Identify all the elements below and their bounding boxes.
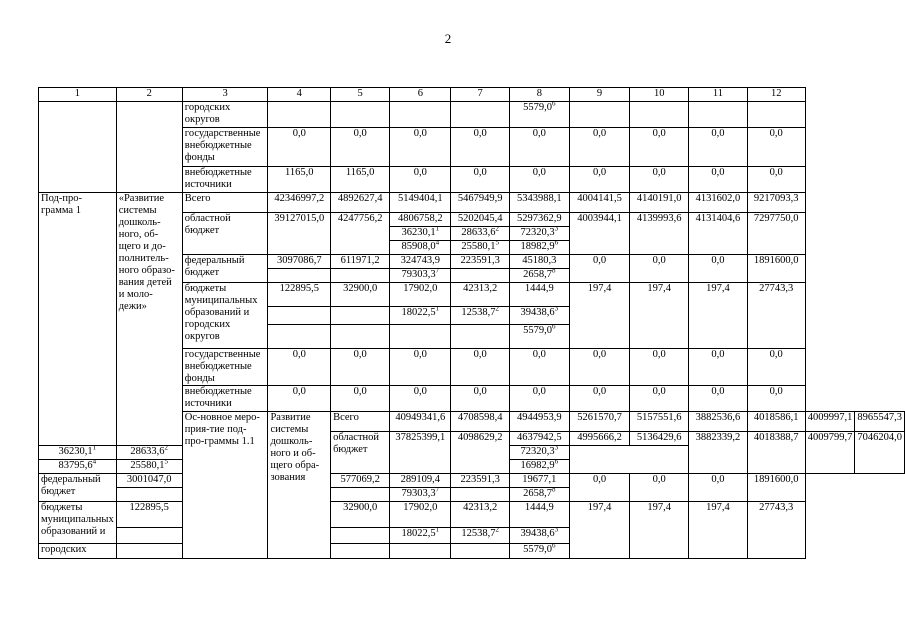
value-cell: 18982,9$^6$	[509, 241, 569, 255]
value-cell: 0,0	[630, 128, 689, 167]
header-cell: 9	[569, 88, 629, 102]
value-cell: 122895,5	[268, 283, 331, 307]
value-cell: 1891600,0	[747, 255, 805, 283]
table-row	[39, 502, 905, 528]
table-row	[39, 102, 905, 128]
value-cell: 0,0	[689, 474, 747, 502]
value-cell: 4944953,9	[509, 412, 569, 432]
value-cell: 17902,0	[390, 283, 451, 307]
value-cell: 611971,2	[331, 255, 390, 269]
program-title: «Развитие системы дошколь-ного, об-щего и до-полнитель-ного образо-вания детей и моло-дежи»	[116, 193, 182, 446]
value-cell: 4131404,6	[689, 213, 747, 255]
value-cell: 5157551,6	[630, 412, 689, 432]
value-cell: 0,0	[509, 128, 569, 167]
value-cell: 0,0	[509, 349, 569, 386]
value-cell: 32900,0	[331, 502, 390, 528]
value-cell: 17902,0	[390, 502, 451, 528]
value-cell: 0,0	[451, 128, 509, 167]
value-cell: 42313,2	[451, 283, 509, 307]
value-cell: 0,0	[509, 167, 569, 193]
value-cell: 0,0	[569, 167, 629, 193]
header-cell: 10	[630, 88, 689, 102]
value-cell: 0,0	[630, 349, 689, 386]
value-cell: 72320,3$^3$	[509, 227, 569, 241]
value-cell: 0,0	[747, 128, 805, 167]
value-cell: 39127015,0	[268, 213, 331, 255]
value-cell: 4018388,7	[747, 432, 805, 474]
value-cell: 0,0	[390, 128, 451, 167]
value-cell: 0,0	[451, 349, 509, 386]
row-label: внебюджетные источники	[182, 386, 268, 412]
value-cell: 36230,1$^1$	[390, 227, 451, 241]
value-cell: 1444,9	[509, 502, 569, 528]
value-cell: 36230,1$^1$	[39, 446, 117, 460]
value-cell: 324743,9	[390, 255, 451, 269]
value-cell: 7046204,0	[855, 432, 905, 474]
header-cell: 7	[451, 88, 509, 102]
header-cell: 3	[182, 88, 268, 102]
value-cell: 0,0	[451, 167, 509, 193]
value-cell: 18022,5$^1$	[390, 528, 451, 544]
empty-cell	[39, 102, 117, 193]
value-cell: 3097086,7	[268, 255, 331, 269]
value-cell: 0,0	[630, 474, 689, 502]
value-cell: 3882536,6	[689, 412, 747, 432]
value-cell: 27743,3	[747, 502, 805, 559]
value-cell: 28633,6$^2$	[116, 446, 182, 460]
value-cell: 4806758,2	[390, 213, 451, 227]
value-cell: 40949341,6	[390, 412, 451, 432]
value-cell: 9217093,3	[747, 193, 805, 213]
value-cell: 577069,2	[331, 474, 390, 488]
header-cell: 4	[268, 88, 331, 102]
row-label: областной бюджет	[331, 432, 390, 474]
value-cell: 223591,3	[451, 255, 509, 269]
header-cell: 2	[116, 88, 182, 102]
value-cell: 0,0	[569, 386, 629, 412]
value-cell: 0,0	[331, 386, 390, 412]
value-cell: 4139993,6	[630, 213, 689, 255]
measure-code: Ос-новное меро-прия-тие под-про-граммы 1.1	[182, 412, 268, 559]
value-cell: 0,0	[268, 386, 331, 412]
value-cell: 4708598,4	[451, 412, 509, 432]
value-cell: 0,0	[569, 128, 629, 167]
value-cell: 0,0	[630, 255, 689, 283]
value-cell: 39438,6$^3$	[509, 307, 569, 325]
value-cell: 1165,0	[268, 167, 331, 193]
value-cell: 0,0	[569, 349, 629, 386]
value-cell: 0,0	[689, 255, 747, 283]
value-cell: 27743,3	[747, 283, 805, 349]
value-cell: 0,0	[689, 349, 747, 386]
value-cell: 197,4	[569, 502, 629, 559]
value-cell: 2658,7$^8$	[509, 269, 569, 283]
header-cell: 6	[390, 88, 451, 102]
value-cell: 12538,7$^2$	[451, 307, 509, 325]
value-cell: 197,4	[630, 283, 689, 349]
value-cell: 0,0	[509, 386, 569, 412]
table-row	[39, 474, 905, 488]
value-cell: 223591,3	[451, 474, 509, 488]
value-cell: 4995666,2	[569, 432, 629, 446]
value-cell: 45180,3	[509, 255, 569, 269]
value-cell: 7297750,0	[747, 213, 805, 255]
header-cell: 8	[509, 88, 569, 102]
header-row	[39, 88, 905, 102]
value-cell: 4003944,1	[569, 213, 629, 255]
table-row	[39, 193, 905, 213]
header-cell: 12	[747, 88, 805, 102]
value-cell: 4098629,2	[451, 432, 509, 474]
row-label: городских округов	[182, 102, 268, 128]
value-cell: 0,0	[689, 167, 747, 193]
row-label: областной бюджет	[182, 213, 268, 255]
value-cell: 32900,0	[331, 283, 390, 307]
value-cell: 72320,3$^3$	[509, 446, 569, 460]
value-cell: 16982,9$^6$	[509, 460, 569, 474]
value-cell: 0,0	[689, 386, 747, 412]
value-cell: 39438,6$^3$	[509, 528, 569, 544]
value-cell: 5467949,9	[451, 193, 509, 213]
value-cell: 0,0	[268, 349, 331, 386]
value-cell: 79303,3$^7$	[390, 269, 451, 283]
value-cell: 4247756,2	[331, 213, 390, 255]
row-label: государственные внебюджетные фонды	[182, 349, 268, 386]
financing-table	[38, 87, 905, 559]
row-label: федеральный бюджет	[182, 255, 268, 283]
header-cell: 1	[39, 88, 117, 102]
value-cell: 5136429,6	[630, 432, 689, 446]
value-cell: 28633,6$^2$	[451, 227, 509, 241]
value-cell: 3882339,2	[689, 432, 747, 474]
value-cell: 122895,5	[116, 502, 182, 528]
empty-cell	[116, 102, 182, 193]
value-cell: 1165,0	[331, 167, 390, 193]
value-cell: 4140191,0	[630, 193, 689, 213]
value-cell: 25580,1$^5$	[451, 241, 509, 255]
value-cell: 4009799,7	[805, 432, 855, 474]
value-cell: 4892627,4	[331, 193, 390, 213]
value-cell: 18022,5$^1$	[390, 307, 451, 325]
value-cell: 0,0	[747, 167, 805, 193]
value-cell: 42346997,2	[268, 193, 331, 213]
value-cell: 5202045,4	[451, 213, 509, 227]
value-cell: 0,0	[747, 349, 805, 386]
value-cell: 0,0	[331, 128, 390, 167]
value-cell: 0,0	[747, 386, 805, 412]
value-cell: 5343988,1	[509, 193, 569, 213]
value-cell: 197,4	[689, 502, 747, 559]
value-cell: 4018586,1	[747, 412, 805, 432]
header-cell: 5	[331, 88, 390, 102]
value-cell: 0,0	[451, 386, 509, 412]
value-cell: 5579,0$^6$	[509, 325, 569, 349]
value-cell: 0,0	[630, 167, 689, 193]
value-cell: 8965547,3	[855, 412, 905, 432]
row-label: бюджеты муниципальных образований и городских округов	[182, 283, 268, 349]
value-cell: 197,4	[689, 283, 747, 349]
value-cell: 25580,1$^5$	[116, 460, 182, 474]
value-cell: 3001047,0	[116, 474, 182, 488]
value-cell: 4009997,1	[805, 412, 855, 432]
value-cell: 12538,7$^2$	[451, 528, 509, 544]
value-cell: 0,0	[630, 386, 689, 412]
value-cell: 197,4	[630, 502, 689, 559]
program-code: Под-про-грамма 1	[39, 193, 117, 446]
value-cell: 0,0	[390, 167, 451, 193]
value-cell: 5261570,7	[569, 412, 629, 432]
row-label: Всего	[182, 193, 268, 213]
row-label: Всего	[331, 412, 390, 432]
value-cell: 289109,4	[390, 474, 451, 488]
value-cell: 1891600,0	[747, 474, 805, 502]
value-cell: 4637942,5	[509, 432, 569, 446]
value-cell: 5579,0$^6$	[509, 544, 569, 559]
header-cell: 11	[689, 88, 747, 102]
value-cell: 0,0	[689, 128, 747, 167]
row-label: городских	[39, 544, 117, 559]
value-cell: 0,0	[268, 128, 331, 167]
value-cell: 79303,3$^7$	[390, 488, 451, 502]
value-cell: 83795,6$^4$	[39, 460, 117, 474]
value-cell: 5149404,1	[390, 193, 451, 213]
row-label: государственные внебюджетные фонды	[182, 128, 268, 167]
page-number: 2	[444, 31, 452, 46]
value-cell: 1444,9	[509, 283, 569, 307]
row-label: внебюджетные источники	[182, 167, 268, 193]
row-label: федеральный бюджет	[39, 474, 117, 502]
value-cell: 0,0	[390, 349, 451, 386]
value-cell: 37825399,1	[390, 432, 451, 474]
value-cell: 0,0	[569, 255, 629, 283]
row-label: бюджеты муниципальных образований и	[39, 502, 117, 544]
value-cell: 42313,2	[451, 502, 509, 528]
value-cell: 197,4	[569, 283, 629, 349]
value-cell: 4131602,0	[689, 193, 747, 213]
measure-title: Развитие системы дошколь-ного и об-щего обра-зования	[268, 412, 331, 559]
value-cell: 0,0	[569, 474, 629, 502]
value-cell: 85908,0$^4$	[390, 241, 451, 255]
value-cell: 5297362,9	[509, 213, 569, 227]
value-cell: 0,0	[331, 349, 390, 386]
value-cell: 5579,0$^6$	[509, 102, 569, 128]
value-cell: 0,0	[390, 386, 451, 412]
value-cell: 4004141,5	[569, 193, 629, 213]
value-cell: 19677,1	[509, 474, 569, 488]
value-cell: 2658,7$^8$	[509, 488, 569, 502]
